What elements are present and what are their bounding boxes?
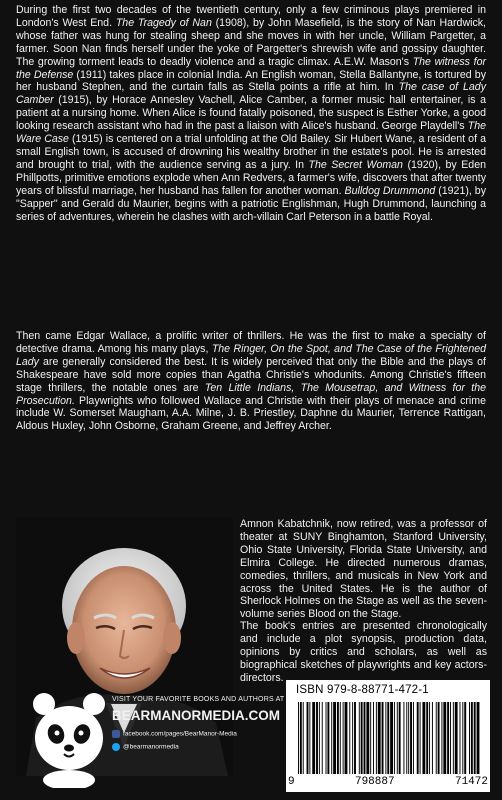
- barcode-bar: [410, 702, 412, 774]
- barcode-bar: [345, 702, 348, 774]
- barcode-bar: [376, 702, 377, 774]
- barcode-bar: [441, 702, 442, 774]
- barcode-bar: [443, 702, 446, 774]
- barcode-bar: [408, 702, 409, 774]
- text-run: (1911) takes place in colonial India. An English woman, Stella Ballantyne, is tortured by her husband Stephen, and the curtain falls as Stella points a rifle at him. In: [16, 68, 486, 94]
- book-description: The book's entries are presented chronologically and include a plot synopsis, production data, opinions by critics and scholars, as well as biographical sketches of playwrights and key actors-directors.: [240, 620, 487, 684]
- barcode-bar: [403, 702, 404, 774]
- play-title: The Ware Case: [16, 120, 486, 146]
- barcode-bar: [460, 702, 461, 774]
- text-run: Playwrights who followed Wallace and Christie with their plays of menace and crime include W. Somerset Maugham, A.A. Milne, J. B. Priestley, Daphne du Maurier, Terrence Rattigan, Aldous Huxley, John Osborne, Graham Greene, and Jeffrey Archer.: [16, 394, 486, 433]
- barcode-bar: [455, 702, 458, 774]
- barcode-bar: [326, 702, 327, 774]
- barcode-bar: [331, 702, 332, 774]
- play-title: The Ringer, On the Spot, and The Case of the Frightened Lady: [16, 342, 486, 368]
- barcode-bar: [462, 702, 463, 774]
- barcode-digits: [288, 776, 488, 788]
- barcode-bar: [300, 702, 302, 774]
- isbn-label: ISBN 979-8-88771-472-1: [296, 684, 429, 696]
- barcode-bar: [387, 702, 389, 774]
- facebook-icon: [112, 730, 120, 738]
- barcode-bar: [319, 702, 320, 774]
- barcode-bar: [464, 702, 466, 774]
- barcode-bar: [471, 702, 473, 774]
- barcode-bar: [422, 702, 425, 774]
- publisher-website[interactable]: BEARMANORMEDIA.COM: [112, 708, 280, 723]
- barcode-bar: [333, 702, 336, 774]
- twitter-handle: @bearmanormedia: [123, 743, 179, 751]
- barcode-bar: [417, 702, 419, 774]
- barcode-bar: [378, 702, 381, 774]
- play-title: Bulldog Drummond: [344, 184, 436, 197]
- barcode-bar: [312, 702, 315, 774]
- barcode-bar: [453, 702, 454, 774]
- wallace-christie-paragraph: [16, 330, 486, 433]
- play-title: Ten Little Indians, The Mousetrap, and Witness for the Prosecution.: [16, 381, 486, 407]
- barcode-bar: [327, 702, 329, 774]
- twitter-link[interactable]: [112, 743, 179, 751]
- barcode-bar: [432, 702, 433, 774]
- barcode-bar: [364, 702, 366, 774]
- publisher-block: [30, 688, 290, 788]
- play-title: The Tragedy of Nan: [115, 16, 212, 29]
- barcode-bar: [359, 702, 360, 774]
- isbn-barcode: [286, 680, 490, 792]
- barcode-bar: [426, 702, 428, 774]
- text-run: Then came Edgar Wallace, a prolific writer of thrillers. He was the first to make a specialty of detective drama. Among his many plays,: [16, 330, 486, 355]
- barcode-bars: [298, 702, 480, 774]
- barcode-bar: [370, 702, 371, 774]
- barcode-bar: [349, 702, 350, 774]
- barcode-bar: [298, 702, 299, 774]
- panda-logo-icon: [30, 688, 108, 788]
- barcode-bar: [382, 702, 384, 774]
- play-title: The witness for the Defense: [16, 55, 486, 81]
- text-run: During the first two decades of the twentieth century, only a few criminous plays premiered in London's West End.: [16, 4, 486, 29]
- barcode-digit-group: 9: [288, 776, 295, 788]
- barcode-bar: [399, 702, 401, 774]
- barcode-bar: [469, 702, 470, 774]
- text-run: (1921), by "Sapper" and Gerald du Maurier, begins with a patriotic Englishman, Hugh Drummond, launching a series of adventures, wherein he clashes with arch-villain Carl Peterson in a battle Royal.: [16, 184, 486, 223]
- facebook-link[interactable]: [112, 730, 237, 738]
- barcode-digit-group: 71472: [454, 776, 488, 788]
- barcode-bar: [303, 702, 304, 774]
- barcode-bar: [340, 702, 341, 774]
- barcode-bar: [390, 702, 393, 774]
- publisher-tagline: VISIT YOUR FAVORITE BOOKS AND AUTHORS AT: [112, 696, 285, 703]
- barcode-bar: [352, 702, 353, 774]
- barcode-bar: [447, 702, 449, 774]
- barcode-bar: [373, 702, 374, 774]
- barcode-bar: [343, 702, 344, 774]
- barcode-bar: [316, 702, 318, 774]
- text-run: (1908), by John Masefield, is the story of Nan Hardwick, whose father was hung for stealing sheep and she moves in with her uncle, William Pargetter, a farmer. Soon Nan finds herself under the yoke of Pargetter's shrewish wife and gossipy daughter. The growing torment leads to deadly violence and a tragic climax. A.E.W. Mason's: [16, 16, 486, 68]
- play-title: The Secret Woman: [308, 158, 403, 171]
- barcode-bar: [337, 702, 339, 774]
- barcode-bar: [309, 702, 310, 774]
- barcode-bar: [397, 702, 398, 774]
- facebook-url: facebook.com/pages/BearManor-Media: [123, 730, 237, 738]
- play-title: The case of Lady Camber: [16, 81, 486, 107]
- barcode-bar: [361, 702, 363, 774]
- barcode-digit-group: 798887: [354, 776, 395, 788]
- intro-paragraph: [16, 4, 486, 223]
- barcode-bar: [413, 702, 414, 774]
- barcode-bar: [450, 702, 451, 774]
- barcode-bar: [436, 702, 437, 774]
- barcode-bar: [385, 702, 386, 774]
- barcode-bar: [322, 702, 323, 774]
- twitter-icon: [112, 743, 120, 751]
- barcode-bar: [307, 702, 309, 774]
- author-bio: Amnon Kabatchnik, now retired, was a professor of theater at SUNY Binghamton, Stanford University, Ohio State University, Florida State University, and Elmira College. He directed numerous dramas, comedies, thrillers, and musicals in New York and across the United States. He is the author of Sherlock Holmes on the Stage as well as the seven-volume series Blood on the Stage.: [240, 518, 487, 621]
- text-run: (1915), by Horace Annesley Vachell, Alice Camber, a former music hall entertainer, is a patient at a nursing home. When Alice is found fatally poisoned, the suspect is Esther Yorke, a good looking research assistant who had in the past a liaison with Alice's husband. George Playdell's: [16, 94, 486, 133]
- barcode-bar: [474, 702, 476, 774]
- barcode-bar: [429, 702, 430, 774]
- barcode-bar: [438, 702, 440, 774]
- barcode-bar: [477, 702, 480, 774]
- barcode-bar: [420, 702, 421, 774]
- text-run: (1920), by Eden Phillpotts, primitive emotions explode when Ann Redvers, a farmer's wife, discovers that after twenty years of blissful marriage, her husband has fallen for another woman.: [16, 158, 486, 197]
- barcode-bar: [354, 702, 356, 774]
- barcode-bar: [394, 702, 395, 774]
- barcode-bar: [366, 702, 369, 774]
- barcode-bar: [406, 702, 407, 774]
- text-run: (1915) is centered on a trial unfolding at the Old Bailey. Sir Hubert Wane, a resident of a small English town, is accused of drowning his wealthy brother in the estate's pool. He is arrested and brought to trial, with the audience serving as a jury. In: [16, 133, 486, 171]
- text-run: are generally considered the best. It is widely perceived that only the Bible and the plays of Shakespeare have sold more copies than Agatha Christie's whodunits. Among Christie's fifteen stage thrillers, the notable ones are: [16, 355, 486, 394]
